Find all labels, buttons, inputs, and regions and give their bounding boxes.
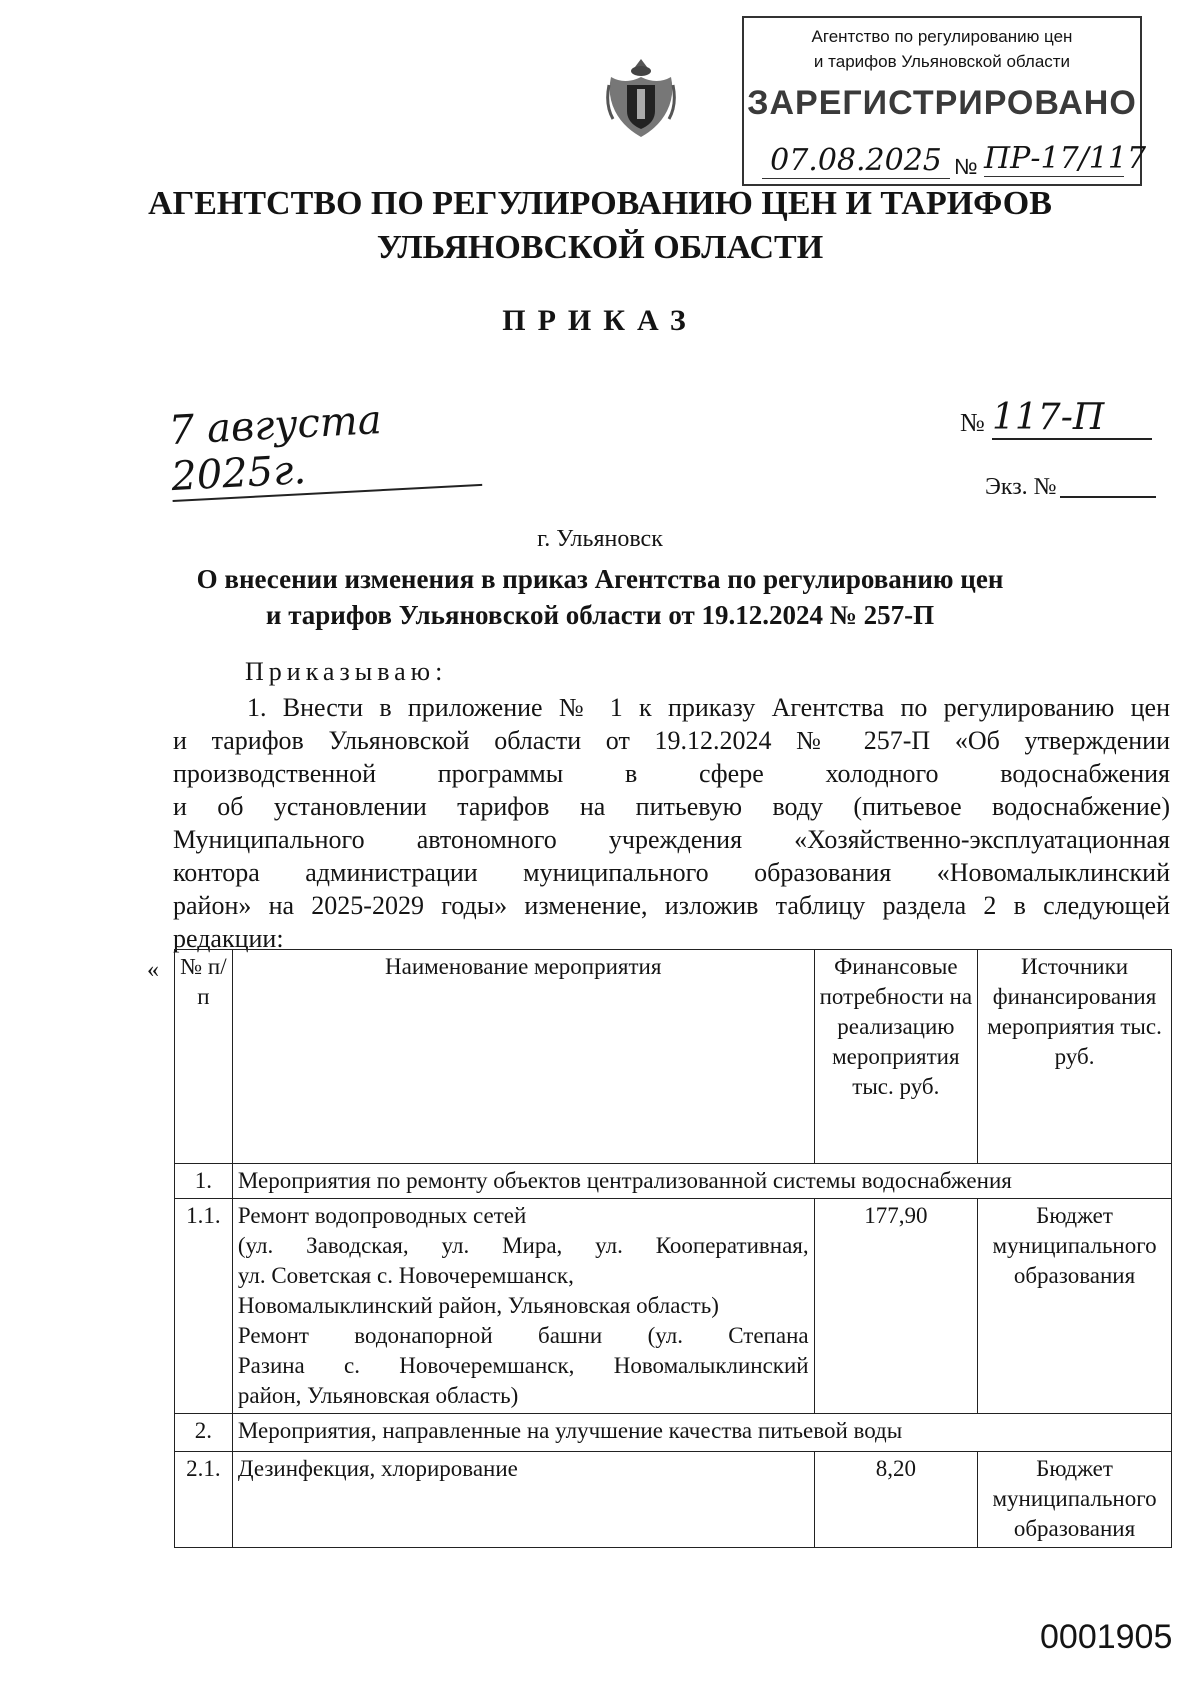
copy-number-label: Экз. № xyxy=(985,474,1057,500)
body-line: и тарифов Ульяновской области от 19.12.2024 № 257-П «Об утверждении xyxy=(173,726,1170,755)
row-source: Бюджет муниципального образования xyxy=(978,1199,1172,1414)
row-name-line: Разина с. Новочеремшанск, Новомалыклинский xyxy=(237,1353,809,1378)
table-header-row xyxy=(175,950,1172,1164)
section-name: Мероприятия по ремонту объектов централизованной системы водоснабжения xyxy=(232,1164,1171,1199)
row-name-line: район, Ульяновская область) xyxy=(237,1383,519,1408)
body-line: контора администрации муниципального образования «Новомалыклинский xyxy=(173,858,1170,887)
row-name-line: ул. Советская с. Новочеремшанск, xyxy=(237,1263,574,1288)
stamp-date: 07.08.2025 xyxy=(762,144,950,179)
order-number-label: № xyxy=(960,408,985,437)
row-num: 1.1. xyxy=(175,1199,233,1414)
body-line: производственной программы в сфере холодного водоснабжения xyxy=(173,759,1170,788)
header-num: № п/п xyxy=(175,950,233,1164)
row-finance: 177,90 xyxy=(814,1199,977,1414)
serial-number: 0001905 xyxy=(1040,1618,1173,1656)
body-paragraph xyxy=(173,691,1170,955)
open-quote: « xyxy=(147,957,159,983)
row-name xyxy=(232,1199,814,1414)
header-name: Наименование мероприятия xyxy=(232,950,814,1164)
stamp-line-1: Агентство по регулированию цен xyxy=(811,27,1073,46)
stamp-number-label: № xyxy=(954,154,978,179)
stamp-number: ПР-17/117 xyxy=(984,141,1147,176)
header-finance: Финансовые потребности на реализацию мероприятия тыс. руб. xyxy=(814,950,977,1164)
table-row xyxy=(175,1414,1172,1452)
section-num: 2. xyxy=(175,1414,233,1452)
registration-stamp xyxy=(742,16,1147,186)
city: г. Ульяновск xyxy=(537,526,663,552)
document-type: ПРИКАЗ xyxy=(502,304,698,337)
row-name-line: (ул. Заводская, ул. Мира, ул. Кооперативная, xyxy=(237,1233,809,1258)
section-name: Мероприятия, направленные на улучшение качества питьевой воды xyxy=(232,1414,1171,1452)
body-line: 1. Внести в приложение № 1 к приказу Агентства по регулированию цен xyxy=(247,693,1170,722)
row-name-line: Ремонт водонапорной башни (ул. Степана xyxy=(237,1323,809,1348)
order-number: 117-П xyxy=(992,398,1152,440)
table-row xyxy=(175,1199,1172,1414)
header-source: Источники финансирования мероприятия тыс. руб. xyxy=(978,950,1172,1164)
agency-name-line-1: АГЕНТСТВО ПО РЕГУЛИРОВАНИЮ ЦЕН И ТАРИФОВ xyxy=(148,185,1052,222)
title-line-2: и тарифов Ульяновской области от 19.12.2024 № 257-П xyxy=(265,600,935,630)
order-date: 7 августа 2025г. xyxy=(168,392,482,502)
title-line-1: О внесении изменения в приказ Агентства по регулированию цен xyxy=(196,564,1004,594)
measures-table xyxy=(174,949,1172,1548)
body-line: редакции: xyxy=(173,924,284,953)
stamp-registered: ЗАРЕГИСТРИРОВАНО xyxy=(747,84,1137,122)
table-row xyxy=(175,1452,1172,1548)
row-finance: 8,20 xyxy=(814,1452,977,1548)
section-num: 1. xyxy=(175,1164,233,1199)
agency-name-line-2: УЛЬЯНОВСКОЙ ОБЛАСТИ xyxy=(376,229,824,266)
row-num: 2.1. xyxy=(175,1452,233,1548)
coat-of-arms-icon xyxy=(605,55,677,141)
row-name: Дезинфекция, хлорирование xyxy=(232,1452,814,1548)
row-name-line: Новомалыклинский район, Ульяновская область) xyxy=(237,1293,719,1318)
row-source: Бюджет муниципального образования xyxy=(978,1452,1172,1548)
order-word: Приказываю: xyxy=(245,657,448,686)
body-line: и об установлении тарифов на питьевую воду (питьевое водоснабжение) xyxy=(173,792,1170,821)
body-line: Муниципального автономного учреждения «Хозяйственно-эксплуатационная xyxy=(173,825,1170,854)
table-row xyxy=(175,1164,1172,1199)
stamp-line-2: и тарифов Ульяновской области xyxy=(813,52,1071,71)
body-line: район» на 2025-2029 годы» изменение, изложив таблицу раздела 2 в следующей xyxy=(173,891,1170,920)
row-name-line: Ремонт водопроводных сетей xyxy=(237,1203,527,1228)
copy-number-line xyxy=(1060,496,1156,498)
